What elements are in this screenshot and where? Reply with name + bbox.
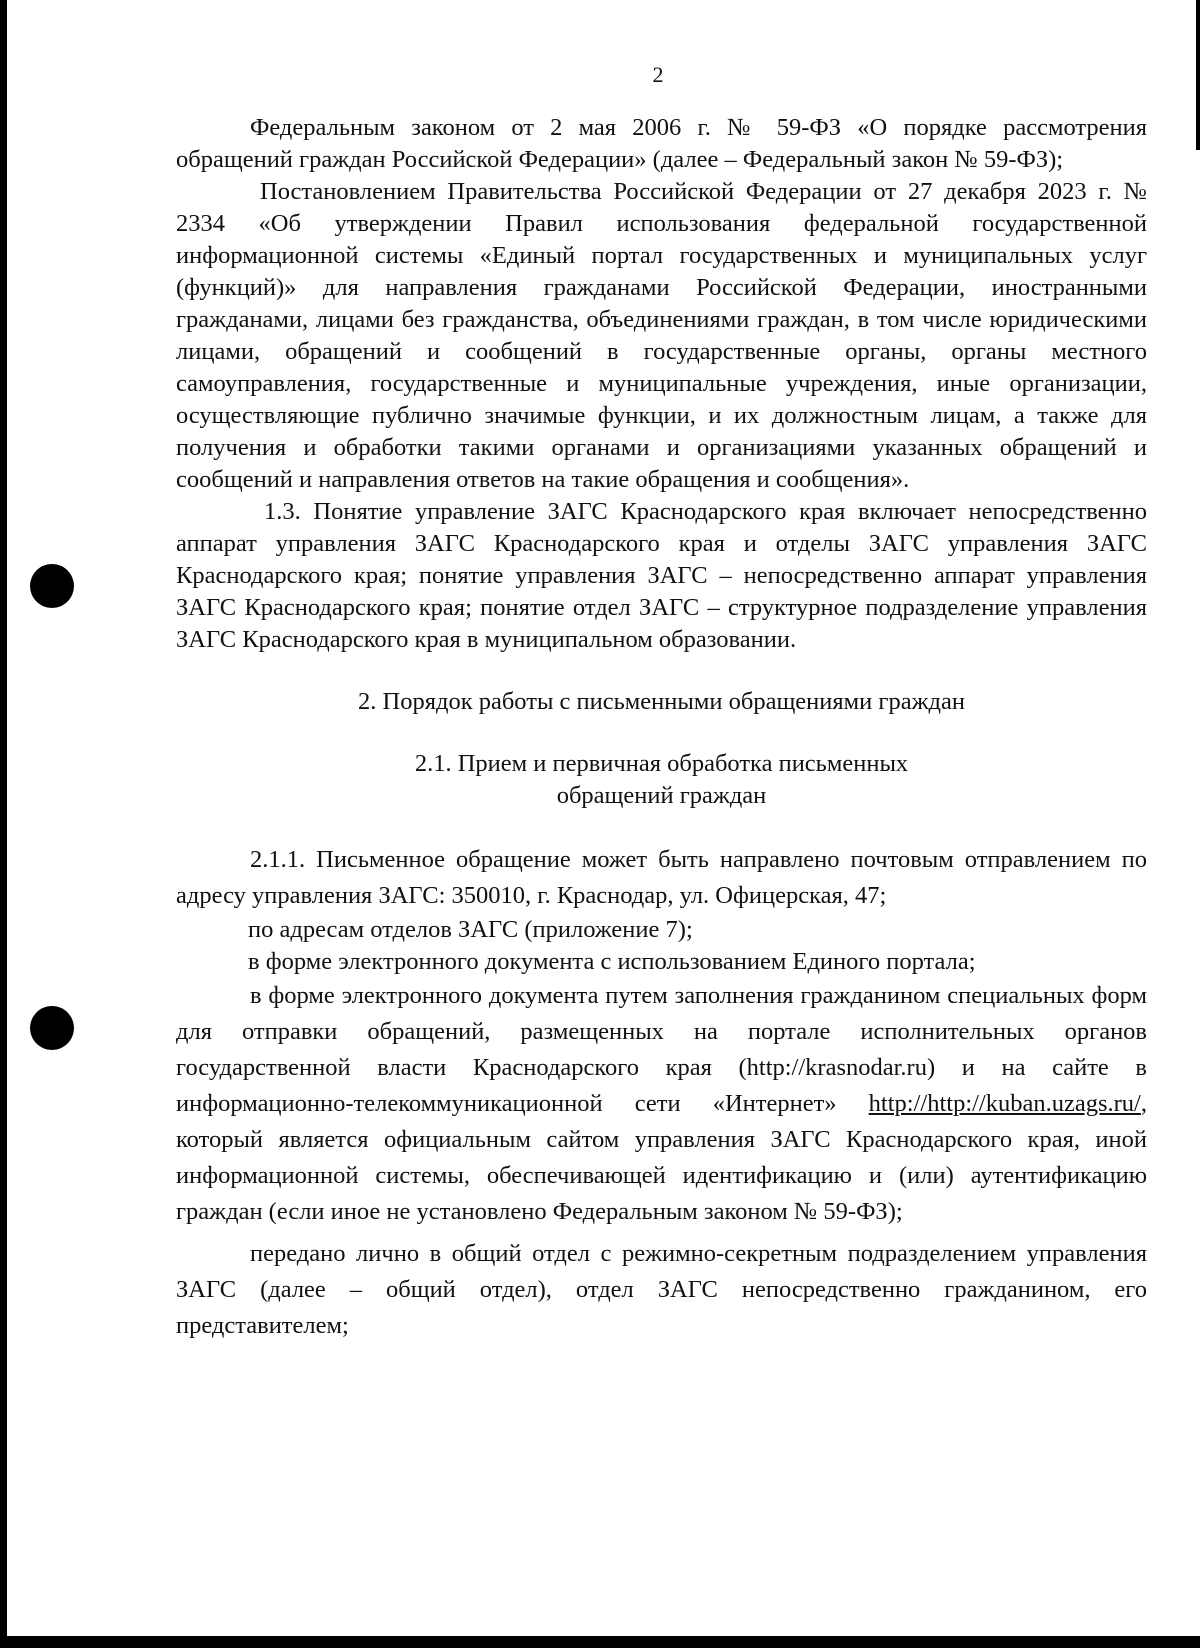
website-link[interactable]: http://http://kuban.uzags.ru/ [868,1090,1141,1117]
subsection-heading-2-1-line1: 2.1. Прием и первичная обработка письменных [414,750,909,777]
scan-edge-bottom [0,1636,1200,1648]
line-zags-addresses: по адресам отделов ЗАГС (приложение 7); [248,916,693,943]
paragraph-personal-delivery: передано лично в общий отдел с режимно-секретным подразделением управления ЗАГС (далее – общий отдел), отдел ЗАГС непосредственно гражданином, его представителем; [176,1240,1147,1339]
subsection-heading-2-1-line2: обращений граждан [556,782,767,809]
paragraph-government-decree: Постановлением Правительства Российской Федерации от 27 декабря 2023 г. № 2334 «Об утверждении Правил использования федеральной государственной информационной системы «Единый портал государственных и муниципальных услуг (функций)» для направления гражданами Российской Федерации, иностранными гражданами, лицами без гражданства, объединениями граждан, в том числе юридическими лицами, обращений и сообщений в государственные органы, органы местного самоуправления, государственные и муниципальные учреждения, иные организации, осуществляющие публично значимые функции, и их должностным лицам, а также для получения и обработки такими органами и организациями указанных обращений и сообщений и направления ответов на такие обращения и сообщения». [176,178,1147,493]
paragraph-electronic-forms-part1: в форме электронного документа путем заполнения гражданином специальных форм для отправки обращений, размещенных на портале исполнительных органов государственной власти Краснодарского края (http://krasnodar.ru) и на сайте в информационно-телекоммуникационной сети «Интернет» [176,982,1147,1117]
document-body [176,112,1147,1344]
scan-edge-left [0,0,7,1648]
punch-hole-bottom [30,1006,74,1050]
paragraph-federal-law: Федеральным законом от 2 мая 2006 г. № 59-ФЗ «О порядке рассмотрения обращений граждан Российской Федерации» (далее – Федеральный закон № 59-ФЗ); [176,114,1147,173]
paragraph-2-1-1: 2.1.1. Письменное обращение может быть направлено почтовым отправлением по адресу управления ЗАГС: 350010, г. Краснодар, ул. Офицерская, 47; [176,846,1147,909]
line-unified-portal: в форме электронного документа с использованием Единого портала; [248,948,976,975]
paragraph-electronic-forms-part2: , который является официальным сайтом управления ЗАГС Краснодарского края, иной информационной системы, обеспечивающей идентификацию и (или) аутентификацию граждан (если иное не установлено Федеральным законом № 59-ФЗ); [176,1090,1147,1225]
paragraph-electronic-forms [176,978,1147,1230]
page-number: 2 [652,62,664,87]
paragraph-1-3: 1.3. Понятие управление ЗАГС Краснодарского края включает непосредственно аппарат управления ЗАГС Краснодарского края и отделы ЗАГС управления ЗАГС Краснодарского края; понятие управления ЗАГС – непосредственно аппарат управления ЗАГС Краснодарского края; понятие отдел ЗАГС – структурное подразделение управления ЗАГС Краснодарского края в муниципальном образовании. [176,498,1147,653]
section-heading-2: 2. Порядок работы с письменными обращениями граждан [358,688,965,715]
punch-hole-top [30,564,74,608]
